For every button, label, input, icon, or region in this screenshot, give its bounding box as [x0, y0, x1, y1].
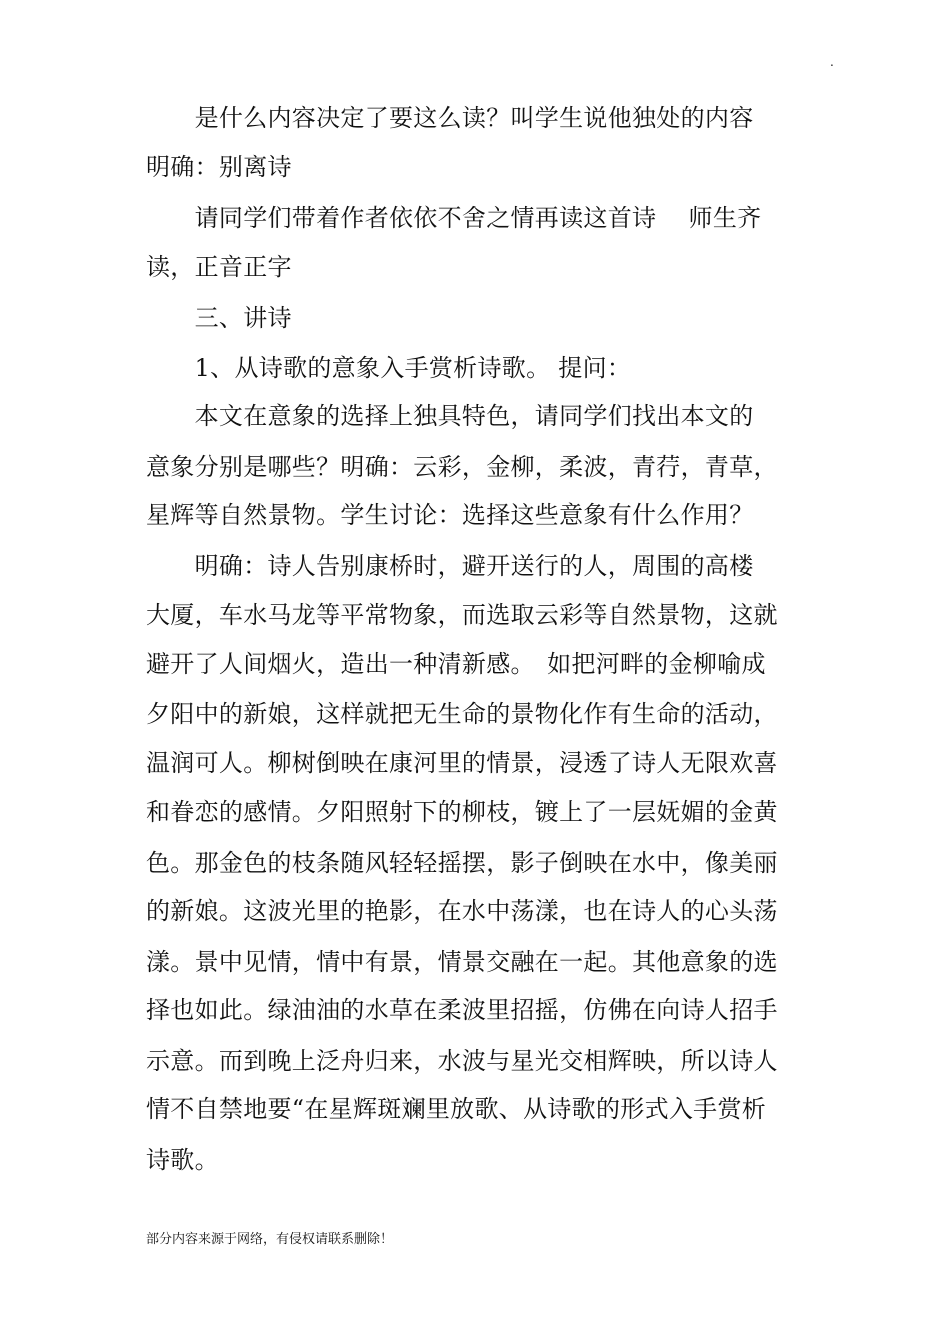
- text-line: 意象分别是哪些？明确：云彩，金柳，柔波，青荇，青草，: [146, 453, 778, 481]
- text-line: 读，正音正字: [146, 253, 292, 281]
- text-line: 夕阳中的新娘，这样就把无生命的景物化作有生命的活动，: [146, 700, 778, 728]
- text-line: 大厦，车水马龙等平常物象，而选取云彩等自然景物，这就: [146, 601, 778, 629]
- text-line: 星辉等自然景物。学生讨论：选择这些意象有什么作用？: [146, 501, 754, 529]
- text-line: 明确：诗人告别康桥时，避开送行的人，周围的高楼: [146, 552, 754, 580]
- text-line: 和眷恋的感情。夕阳照射下的柳枝，镀上了一层妩媚的金黄: [146, 798, 778, 826]
- text-line: 请同学们带着作者依依不舍之情再读这首诗 师生齐: [146, 204, 762, 232]
- section-heading: 三、讲诗: [146, 304, 292, 332]
- corner-mark: .: [830, 55, 834, 69]
- text-line: 示意。而到晚上泛舟归来，水波与星光交相辉映，所以诗人: [146, 1047, 778, 1075]
- text-line: 明确：别离诗: [146, 153, 292, 181]
- text-line: 是什么内容决定了要这么读？叫学生说他独处的内容: [146, 104, 754, 132]
- text-line: 温润可人。柳树倒映在康河里的情景，浸透了诗人无限欢喜: [146, 749, 778, 777]
- text-line: 色。那金色的枝条随风轻轻摇摆，影子倒映在水中，像美丽: [146, 849, 778, 877]
- text-line: 诗歌。: [146, 1146, 219, 1174]
- footer-disclaimer: 部分内容来源于网络，有侵权请联系删除！: [146, 1232, 394, 1247]
- text-line: 本文在意象的选择上独具特色，请同学们找出本文的: [146, 402, 754, 430]
- text-line: 的新娘。这波光里的艳影，在水中荡漾，也在诗人的心头荡: [146, 897, 778, 925]
- text-line: 情不自禁地要“在星辉斑斓里放歌、从诗歌的形式入手赏析: [146, 1095, 767, 1123]
- text-line: 避开了人间烟火，造出一种清新感。 如把河畔的金柳喻成: [146, 650, 766, 678]
- text-line: 1、从诗歌的意象入手赏析诗歌。 提问：: [146, 354, 632, 382]
- text-line: 漾。景中见情，情中有景，情景交融在一起。其他意象的选: [146, 948, 778, 976]
- text-line: 择也如此。绿油油的水草在柔波里招摇，仿佛在向诗人招手: [146, 996, 778, 1024]
